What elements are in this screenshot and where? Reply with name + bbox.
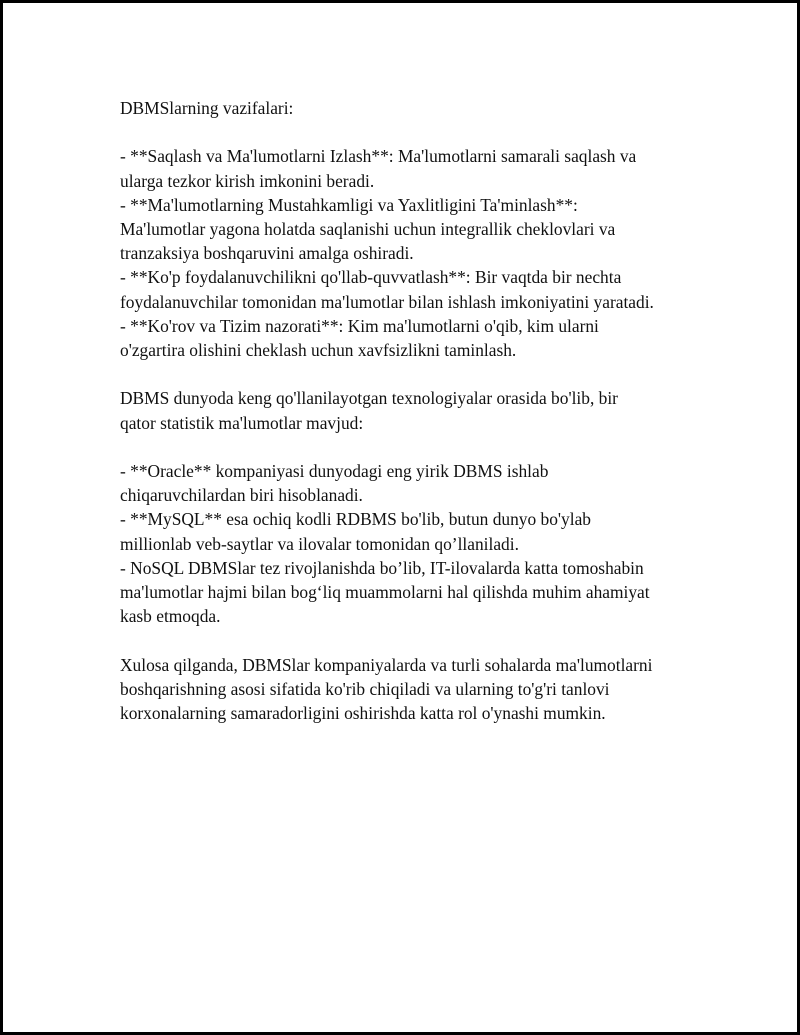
stats-intro-paragraph (120, 386, 720, 434)
text-line: - **MySQL** esa ochiq kodli RDBMS bo'lib, butun dunyo bo'ylab (120, 509, 591, 530)
text-line: millionlab veb-saytlar va ilovalar tomonidan qo’llaniladi. (120, 533, 519, 554)
text-line: qator statistik ma'lumotlar mavjud: (120, 412, 364, 433)
text-line: DBMSlarning vazifalari: (120, 98, 294, 118)
paragraph-spacer (120, 362, 720, 386)
function-item-security (120, 314, 720, 362)
stats-item-mysql (120, 507, 720, 555)
text-line: DBMS dunyoda keng qo'llanilayotgan texnologiyalar orasida bo'lib, bir (120, 388, 618, 409)
paragraph-spacer (120, 435, 720, 459)
text-line: - **Saqlash va Ma'lumotlarni Izlash**: Ma'lumotlarni samarali saqlash va (120, 146, 637, 167)
stats-item-nosql (120, 556, 720, 629)
document-body (120, 96, 720, 725)
function-item-integrity (120, 193, 720, 266)
text-line: chiqaruvchilardan biri hisoblanadi. (120, 485, 363, 506)
text-line: Xulosa qilganda, DBMSlar kompaniyalarda va turli sohalarda ma'lumotlarni (120, 654, 653, 675)
section-heading (120, 96, 720, 120)
text-line: ularga tezkor kirish imkonini beradi. (120, 170, 375, 191)
text-line: - **Ko'p foydalanuvchilikni qo'llab-quvvatlash**: Bir vaqtda bir nechta (120, 267, 622, 288)
text-line: - **Ma'lumotlarning Mustahkamligi va Yaxlitligini Ta'minlash**: (120, 194, 578, 215)
text-line: - **Ko'rov va Tizim nazorati**: Kim ma'lumotlarni o'qib, kim ularni (120, 315, 599, 336)
text-line: o'zgartira olishini cheklash uchun xavfsizlikni taminlash. (120, 340, 517, 361)
text-line: Ma'lumotlar yagona holatda saqlanishi uchun integrallik cheklovlari va (120, 219, 616, 239)
function-item-storage (120, 144, 720, 192)
text-line: tranzaksiya boshqaruvini amalga oshiradi. (120, 243, 414, 264)
text-line: korxonalarning samaradorligini oshirishda katta rol o'ynashi mumkin. (120, 703, 606, 724)
function-item-multiuser (120, 265, 720, 313)
stats-item-oracle (120, 459, 720, 507)
text-line: boshqarishning asosi sifatida ko'rib chiqiladi va ularning to'g'ri tanlovi (120, 678, 610, 699)
text-line: ma'lumotlar hajmi bilan bog‘liq muammolarni hal qilishda muhim ahamiyat (120, 582, 650, 603)
paragraph-spacer (120, 120, 720, 144)
conclusion-paragraph (120, 653, 720, 726)
text-line: kasb etmoqda. (120, 606, 221, 627)
text-line: - NoSQL DBMSlar tez rivojlanishda bo’lib, IT-ilovalarda katta tomoshabin (120, 557, 644, 578)
paragraph-spacer (120, 628, 720, 652)
text-line: foydalanuvchilar tomonidan ma'lumotlar bilan ishlash imkoniyatini yaratadi. (120, 291, 654, 312)
text-line: - **Oracle** kompaniyasi dunyodagi eng yirik DBMS ishlab (120, 461, 549, 481)
